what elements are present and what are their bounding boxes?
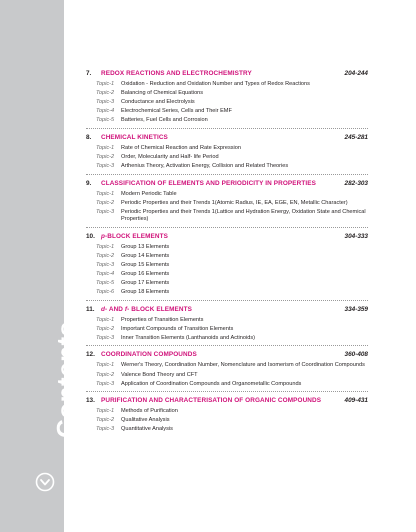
topic-item[interactable] (96, 200, 368, 208)
topic-label: Topic-2 (96, 417, 115, 424)
chapter-entry[interactable] (86, 397, 368, 434)
topic-label: Topic-6 (96, 289, 115, 296)
topic-text: Werner's Theory, Coordination Number, Nomenclature and Isomerism of Coordination Compounds (121, 362, 365, 369)
topic-text: Group 13 Elements (121, 243, 170, 250)
topic-label: Topic-3 (96, 163, 115, 170)
chapter-divider (86, 391, 368, 392)
topic-item[interactable] (96, 280, 368, 288)
topic-text: Periodic Properties and their Trends 1(Atomic Radius, IE, EA, EGE, EN, Metallic Character) (121, 199, 348, 206)
topic-item[interactable] (96, 253, 368, 261)
topic-item[interactable] (96, 145, 368, 153)
topic-text: Quantitative Analysis (121, 426, 173, 433)
topic-list (96, 317, 368, 343)
chapter-heading (86, 233, 368, 243)
topic-text: Qualitative Analysis (121, 417, 170, 424)
topic-text: Group 16 Elements (121, 271, 170, 278)
chapter-heading (86, 397, 368, 407)
topic-text: Batteries, Fuel Cells and Corrosion (121, 117, 208, 124)
topic-list (96, 191, 368, 224)
topic-item[interactable] (96, 244, 368, 252)
topic-item[interactable] (96, 408, 368, 416)
chapter-entry[interactable] (86, 233, 368, 297)
chapter-heading (86, 306, 368, 316)
chapter-number: 8. (86, 133, 92, 141)
chapter-title[interactable]: CLASSIFICATION OF ELEMENTS AND PERIODICITY IN PROPERTIES (101, 179, 316, 187)
topic-label: Topic-3 (96, 426, 115, 433)
topic-label: Topic-2 (96, 153, 115, 160)
topic-label: Topic-1 (96, 243, 115, 250)
topic-label: Topic-1 (96, 81, 115, 87)
chapter-title[interactable]: COORDINATION COMPOUNDS (101, 351, 197, 359)
chapter-entry[interactable] (86, 70, 368, 125)
chapter-entry[interactable] (86, 306, 368, 343)
sidebar (0, 0, 81, 532)
topic-text: Properties of Transition Elements (121, 316, 204, 323)
chapter-page-range: 245-281 (344, 133, 368, 141)
topic-label: Topic-5 (96, 280, 115, 287)
topic-label: Topic-4 (96, 108, 115, 115)
chapter-number: 13. (86, 397, 95, 405)
topic-label: Topic-2 (96, 199, 115, 206)
topic-label: Topic-3 (96, 380, 115, 387)
chevron-down-circle-icon (35, 472, 55, 492)
topic-text: Inner Transition Elements (Lanthanoids and Actinoids) (121, 334, 256, 341)
chapter-number: 9. (86, 179, 92, 187)
topic-label: Topic-3 (96, 334, 115, 341)
chapter-page-range: 304-333 (344, 232, 368, 240)
topic-list (96, 408, 368, 434)
topic-label: Topic-2 (96, 325, 115, 332)
topic-text: Periodic Properties and their Trends 1(Lattice and Hydration Energy, Oxidation State and Chemical Properties) (121, 208, 366, 223)
topic-item[interactable] (96, 163, 368, 171)
topic-text: Group 15 Elements (121, 261, 170, 268)
topic-list (96, 244, 368, 297)
topic-item[interactable] (96, 417, 368, 425)
chapter-number: 7. (86, 70, 92, 77)
topic-list (96, 81, 368, 125)
chapter-page-range: 282-303 (344, 179, 368, 187)
topic-text: Electrochemical Series, Cells and Their EMF (121, 108, 232, 115)
chapter-divider (86, 345, 368, 346)
topic-text: Group 18 Elements (121, 289, 170, 296)
topic-item[interactable] (96, 90, 368, 98)
topic-item[interactable] (96, 362, 368, 370)
chapter-page-range: 409-431 (344, 397, 368, 405)
topic-text: Methods of Purification (121, 408, 178, 415)
chapter-divider (86, 128, 368, 129)
chapter-heading (86, 70, 368, 80)
chapter-page-range: 204-244 (344, 70, 368, 77)
topic-text: Important Compounds of Transition Elements (121, 325, 234, 332)
topic-text: Group 14 Elements (121, 252, 170, 259)
topic-text: Balancing of Chemical Equations (121, 90, 204, 97)
topic-text: Conductance and Electrolysis (121, 99, 195, 106)
topic-text: Arthenius Theory, Activation Energy, Collision and Related Theories (121, 163, 289, 170)
topic-item[interactable] (96, 262, 368, 270)
topic-label: Topic-5 (96, 117, 115, 124)
topic-item[interactable] (96, 191, 368, 199)
topic-text: Oxidation - Reduction and Oxidation Number and Types of Redox Reactions (121, 81, 310, 87)
topic-label: Topic-1 (96, 144, 115, 151)
topic-label: Topic-2 (96, 252, 115, 259)
topic-item[interactable] (96, 326, 368, 334)
topic-item[interactable] (96, 271, 368, 279)
chapter-divider (86, 300, 368, 301)
topic-item[interactable] (96, 99, 368, 107)
topic-item[interactable] (96, 289, 368, 297)
chapter-heading (86, 180, 368, 190)
topic-item[interactable] (96, 372, 368, 380)
chapter-heading (86, 351, 368, 361)
topic-item[interactable] (96, 317, 368, 325)
topic-list (96, 145, 368, 171)
topic-text: Rate of Chemical Reaction and Rate Expression (121, 144, 242, 151)
contents-list (86, 70, 368, 435)
chapter-entry[interactable] (86, 134, 368, 171)
chapter-number: 11. (86, 305, 95, 313)
chapter-heading (86, 134, 368, 144)
chapter-title[interactable]: REDOX REACTIONS AND ELECTROCHEMISTRY (101, 70, 252, 77)
chapter-number: 12. (86, 351, 95, 359)
chapter-divider (86, 174, 368, 175)
topic-item[interactable] (96, 335, 368, 343)
topic-item[interactable] (96, 154, 368, 162)
topic-item[interactable] (96, 426, 368, 434)
topic-list (96, 362, 368, 388)
topic-text: Order, Molecularity and Half- life Period (121, 153, 219, 160)
topic-label: Topic-3 (96, 261, 115, 268)
topic-label: Topic-2 (96, 90, 115, 97)
topic-label: Topic-1 (96, 362, 115, 369)
chapter-page-range: 334-359 (344, 305, 368, 313)
topic-label: Topic-1 (96, 190, 115, 197)
topic-item[interactable] (96, 117, 368, 125)
topic-item[interactable] (96, 81, 368, 89)
topic-text: Valence Bond Theory and CFT (121, 371, 198, 378)
chapter-number: 10. (86, 232, 95, 240)
chapter-title[interactable]: PURIFICATION AND CHARACTERISATION OF ORGANIC COMPOUNDS (101, 397, 322, 405)
chapter-page-range: 360-408 (344, 351, 368, 359)
topic-label: Topic-2 (96, 371, 115, 378)
topic-item[interactable] (96, 381, 368, 389)
chapter-entry[interactable] (86, 180, 368, 224)
chapter-divider (86, 227, 368, 228)
chapter-title[interactable]: p-BLOCK ELEMENTS (101, 232, 168, 240)
topic-label: Topic-3 (96, 208, 115, 215)
sidebar-title: Contents (51, 321, 81, 438)
topic-text: Application of Coordination Compounds and Organometallic Compounds (121, 380, 302, 387)
topic-text: Group 17 Elements (121, 280, 170, 287)
chapter-entry[interactable] (86, 351, 368, 388)
topic-item[interactable] (96, 209, 368, 224)
topic-label: Topic-3 (96, 99, 115, 106)
topic-text: Modern Periodic Table (121, 190, 177, 197)
chapter-title[interactable]: d- AND f- BLOCK ELEMENTS (101, 305, 192, 313)
chapter-title[interactable]: CHEMICAL KINETICS (101, 133, 168, 141)
topic-label: Topic-1 (96, 408, 115, 415)
topic-label: Topic-1 (96, 316, 115, 323)
topic-item[interactable] (96, 108, 368, 116)
topic-label: Topic-4 (96, 271, 115, 278)
